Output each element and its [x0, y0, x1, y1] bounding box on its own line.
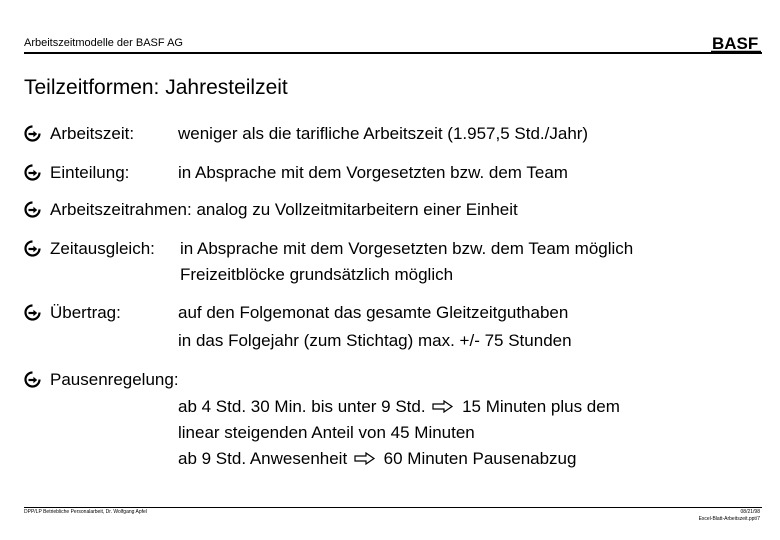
item-label: Arbeitszeitrahmen: analog zu Vollzeitmitarbeitern einer Einheit [50, 200, 518, 219]
curved-right-arrow-icon [24, 240, 41, 257]
item-value: Freizeitblöcke grundsätzlich möglich [180, 265, 454, 284]
item-label: Einteilung: [50, 163, 130, 182]
item-label: Arbeitszeit: [50, 124, 135, 143]
pause-line-1 [178, 397, 620, 417]
item-value: auf den Folgemonat das gesamte Gleitzeitguthaben [178, 303, 569, 322]
hollow-right-arrow-icon [354, 452, 376, 465]
item-label: Pausenregelung: [50, 370, 179, 389]
list-item-zeitausgleich [0, 239, 780, 289]
curved-right-arrow-icon [24, 371, 41, 388]
footer-author: DPP/LP Betriebliche Personalarbeit, Dr. Wolfgang Apfel [24, 509, 147, 515]
footer-rule [24, 507, 762, 508]
pause-line-3-before: ab 9 Std. Anwesenheit [178, 449, 348, 468]
list-item-arbeitszeitrahmen [0, 200, 780, 228]
list-item-pausenregelung [0, 370, 780, 470]
footer-file: Excel-Blatt-Arbeitszeit.ppt/7 [698, 516, 760, 522]
basf-logo-text: BASF [712, 34, 759, 53]
pause-line-1-before: ab 4 Std. 30 Min. bis unter 9 Std. [178, 397, 426, 416]
slide-title: Teilzeitformen: Jahresteilzeit [24, 76, 288, 99]
curved-right-arrow-icon [24, 125, 41, 142]
item-label: Zeitausgleich: [50, 239, 155, 258]
header-rule [24, 52, 762, 54]
header-title: Arbeitszeitmodelle der BASF AG [24, 37, 183, 49]
basf-logo [711, 33, 761, 53]
list-item-einteilung [0, 163, 780, 191]
hollow-right-arrow-icon [432, 400, 454, 413]
footer-meta [699, 509, 760, 523]
list-item-arbeitszeit [0, 124, 780, 152]
item-label: Übertrag: [50, 303, 121, 322]
curved-right-arrow-icon [24, 164, 41, 181]
list-item-uebertrag [0, 303, 780, 353]
pause-line-1-after: 15 Minuten plus dem [462, 397, 620, 416]
curved-right-arrow-icon [24, 201, 41, 218]
item-value: in Absprache mit dem Vorgesetzten bzw. dem Team möglich [180, 239, 634, 258]
item-value: in Absprache mit dem Vorgesetzten bzw. dem Team [178, 163, 568, 182]
footer-date: 08/21/98 [740, 509, 760, 515]
pause-line-2: linear steigenden Anteil von 45 Minuten [178, 423, 475, 442]
pause-line-3 [178, 449, 576, 469]
item-value: weniger als die tarifliche Arbeitszeit (1.957,5 Std./Jahr) [178, 124, 589, 143]
curved-right-arrow-icon [24, 304, 41, 321]
item-value: in das Folgejahr (zum Stichtag) max. +/- 75 Stunden [178, 331, 572, 350]
pause-line-3-after: 60 Minuten Pausenabzug [383, 449, 577, 468]
